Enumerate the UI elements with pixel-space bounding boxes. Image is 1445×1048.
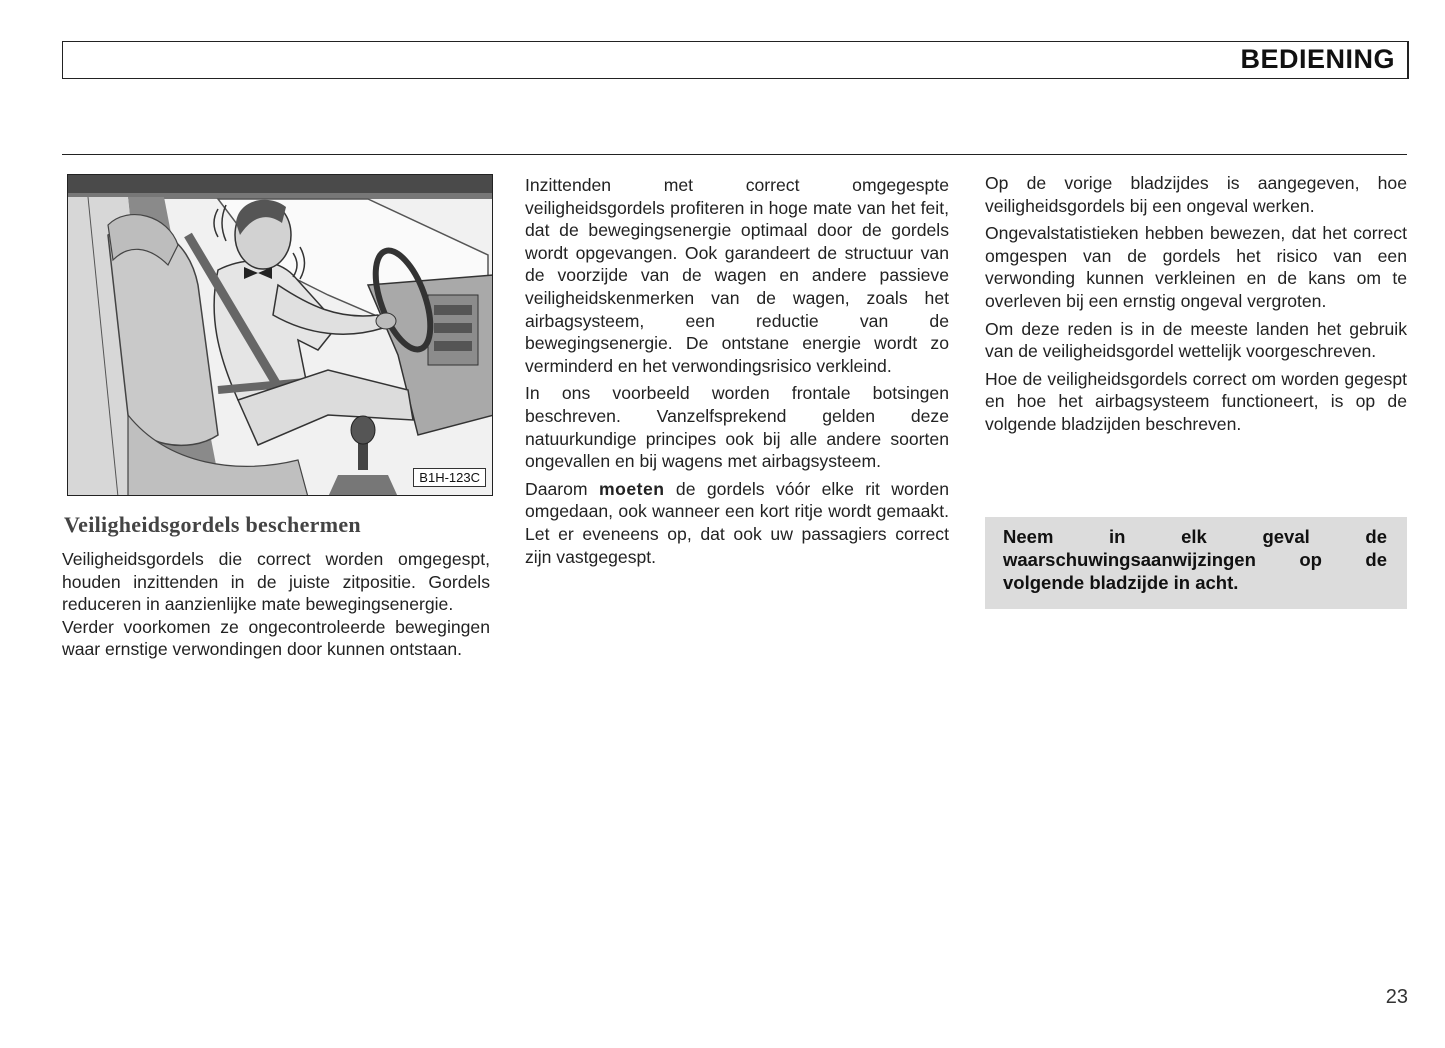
header-rule (62, 154, 1407, 155)
paragraph: Inzittenden met correct omgegespte veiligheidsgordels profiteren in hoge mate van het feit, dat de bewegingsenergie optimaal door de gordels wordt opgevangen. Ook garandeert de structuur van de voorzijde van de wagen en andere passieve veiligheidskenmerken van de wagen, zoals het airbagsysteem, een reductie van de bewegingsenergie. De ontstane energie wordt zo verminderd en het verwondingsrisico verkleind. (525, 175, 949, 376)
paragraph: Ongevalstatistieken hebben bewezen, dat het correct omgespen van de gordels het risico van een verwonding kunnen verkleinen en de kans om te overleven bij een ernstig ongeval vergroten. (985, 223, 1407, 311)
column-1-text (62, 548, 490, 661)
paragraph: Om deze reden is in de meeste landen het gebruik van de veiligheidsgordel wettelijk voorgeschreven. (985, 318, 1407, 362)
paragraph: In ons voorbeeld worden frontale botsingen beschreven. Vanzelfsprekend gelden deze natuurkundige principes ook bij alle andere soorten ongevallen en bij wagens met airbagsysteem. (525, 383, 949, 472)
paragraph: Op de vorige bladzijdes is aangegeven, hoe veiligheidsgordels bij een ongeval werken. (985, 173, 1407, 216)
illustration-seated-driver (67, 174, 493, 496)
paragraph: Veiligheidsgordels die correct worden omgegespt, houden inzittenden in de juiste zitpositie. Gordels reduceren in aanzienlijke mate bewegingsenergie. (62, 549, 490, 615)
emphasis-must: moeten (598, 478, 665, 499)
figure-code-label: B1H-123C (413, 468, 486, 487)
paragraph: Hoe de veiligheidsgordels correct om worden gegespt en hoe het airbagsysteem functioneert, is op de volgende bladzijden beschreven. (985, 368, 1407, 434)
header-title: BEDIENING (1240, 44, 1395, 74)
warning-box: Neem in elk geval de waarschuwingsaanwijzingen op de volgende bladzijde in acht. (985, 517, 1407, 609)
header-bar (62, 41, 1409, 79)
section-heading: Veiligheidsgordels beschermen (64, 512, 361, 537)
column-3-text (985, 172, 1407, 436)
paragraph-lead: Daarom (525, 478, 599, 499)
page-number: 23 (1385, 986, 1408, 1008)
paragraph: Verder voorkomen ze ongecontroleerde bewegingen waar ernstige verwondingen door kunnen ontstaan. (62, 616, 490, 660)
paragraph (525, 478, 949, 568)
driver-seatbelt-drawing (68, 175, 493, 496)
column-2-text (525, 174, 949, 568)
paragraph-rest: de gordels vóór elke rit worden omgedaan, ook wanneer een kort ritje wordt gemaakt. Let er eveneens op, dat ook uw passagiers correct zijn vastgegespt. (525, 478, 949, 567)
